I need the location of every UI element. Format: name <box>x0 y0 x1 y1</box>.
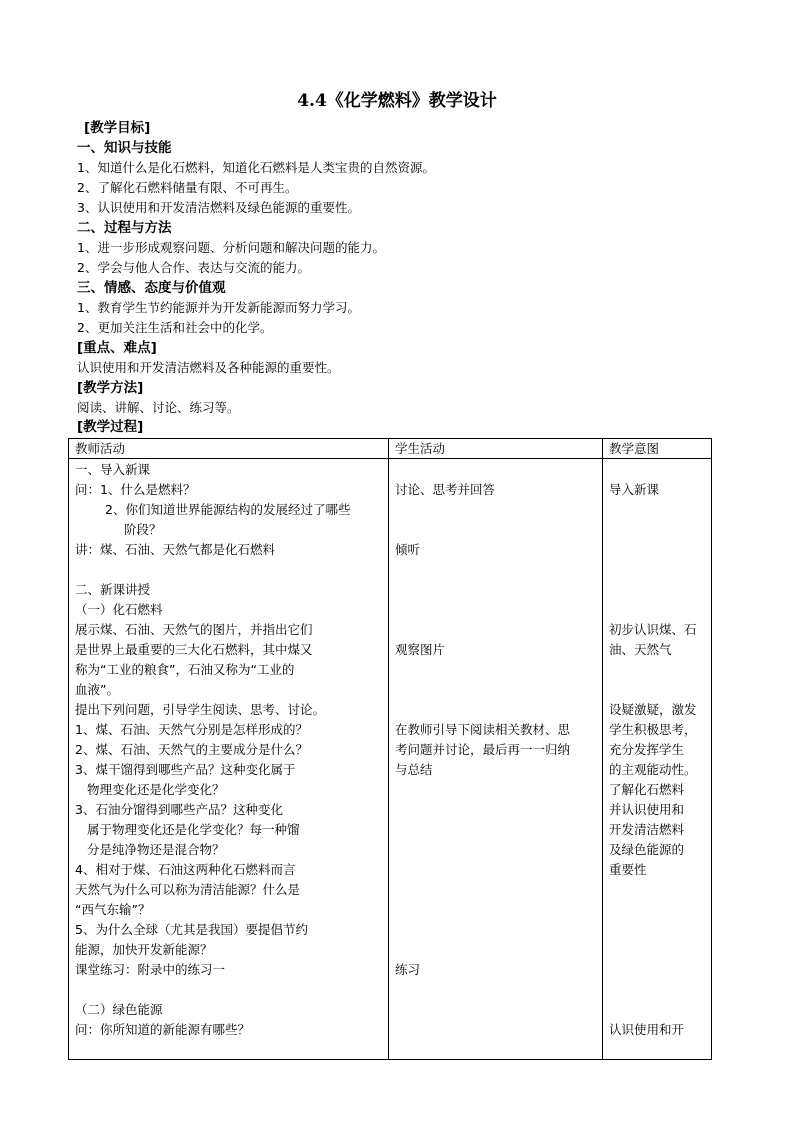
student-line: 考问题并讨论，最后再一一归纳 <box>395 742 571 757</box>
process-item: 1、进一步形成观察问题、分析问题和解决问题的能力。 <box>77 240 385 255</box>
student-line: 倾听 <box>395 542 421 557</box>
method-heading: [教学方法] <box>77 380 144 396</box>
intent-line: 重要性 <box>609 862 647 877</box>
process-item: 2、学会与他人合作、表达与交流的能力。 <box>77 260 310 275</box>
teacher-line: 天然气为什么可以称为清洁能源？什么是 <box>75 882 301 897</box>
knowledge-item: 2、了解化石燃料储量有限、不可再生。 <box>77 180 298 195</box>
teacher-line: 问：你所知道的新能源有哪些？ <box>75 1022 251 1037</box>
intent-line: 及绿色能源的 <box>609 842 685 857</box>
teacher-line: 是世界上最重要的三大化石燃料，其中煤又 <box>75 642 313 657</box>
student-line: 练习 <box>395 962 421 977</box>
teacher-line: 分是纯净物还是混合物？ <box>87 842 225 857</box>
teacher-line: 阶段？ <box>124 522 162 537</box>
teacher-line: “西气东输”？ <box>75 902 151 917</box>
teacher-line: 5、为什么全球（尤其是我国）要提倡节约 <box>75 922 308 937</box>
teacher-line: 4、相对于煤、石油这两种化石燃料而言 <box>75 862 296 877</box>
teacher-line: 2、煤、石油、天然气的主要成分是什么？ <box>75 742 308 757</box>
teacher-line: 称为“工业的粮食”，石油又称为“工业的 <box>75 662 295 677</box>
intent-line: 初步认识煤、石 <box>609 622 697 637</box>
intent-line: 的主观能动性。 <box>609 762 697 777</box>
key-heading: [重点、难点] <box>77 340 157 356</box>
teacher-line: 血液”。 <box>75 682 119 697</box>
table-header-row <box>69 439 712 459</box>
intent-line: 开发清洁燃料 <box>609 822 685 837</box>
intent-line: 认识使用和开 <box>609 1022 685 1037</box>
header-student: 学生活动 <box>389 439 603 459</box>
header-teacher: 教师活动 <box>69 439 389 459</box>
student-line: 与总结 <box>395 762 433 777</box>
teacher-line: 讲：煤、石油、天然气都是化石燃料 <box>75 542 276 557</box>
attitude-heading: 三、情感、态度与价值观 <box>77 280 226 296</box>
student-line: 在教师引导下阅读相关教材、思 <box>395 722 571 737</box>
intent-line: 油、天然气 <box>609 642 672 657</box>
teacher-line: 属于物理变化还是化学变化？每一种馏 <box>87 822 300 837</box>
procedure-heading: [教学过程] <box>77 419 144 435</box>
page-title: 4.4《化学燃料》教学设计 <box>297 91 497 111</box>
process-heading: 二、过程与方法 <box>77 220 172 236</box>
header-intent: 教学意图 <box>603 439 712 459</box>
procedure-table <box>68 438 712 1060</box>
intent-line: 导入新课 <box>609 482 660 497</box>
intent-line: 充分发挥学生 <box>609 742 685 757</box>
table-row <box>69 459 712 1060</box>
teacher-line: 展示煤、石油、天然气的图片，并指出它们 <box>75 622 313 637</box>
teacher-activity-cell <box>75 459 382 1059</box>
student-line: 讨论、思考并回答 <box>395 482 496 497</box>
teacher-line: 3、石油分馏得到哪些产品？这种变化 <box>75 802 283 817</box>
attitude-item: 2、更加关注生活和社会中的化学。 <box>77 320 273 335</box>
teacher-line: 能源，加快开发新能源？ <box>75 942 213 957</box>
teacher-line: （二）绿色能源 <box>75 1002 163 1017</box>
teacher-line: 问：1、什么是燃料？ <box>75 482 196 497</box>
teacher-line: （一）化石燃料 <box>75 602 163 617</box>
method-text: 阅读、讲解、讨论、练习等。 <box>77 400 240 415</box>
teacher-line: 物理变化还是化学变化？ <box>87 782 225 797</box>
key-text: 认识使用和开发清洁燃料及各种能源的重要性。 <box>77 360 340 375</box>
intent-line: 设疑激疑，激发 <box>609 702 697 717</box>
knowledge-heading: 一、知识与技能 <box>77 140 172 156</box>
intent-cell <box>609 459 705 1059</box>
teacher-line: 提出下列问题，引导学生阅读、思考、讨论。 <box>75 702 326 717</box>
student-line: 观察图片 <box>395 642 446 657</box>
goals-heading: [教学目标] <box>84 120 151 136</box>
intent-line: 学生积极思考， <box>609 722 697 737</box>
intent-line: 了解化石燃料 <box>609 782 685 797</box>
student-activity-cell <box>395 459 596 1059</box>
teacher-line: 课堂练习：附录中的练习一 <box>75 962 226 977</box>
knowledge-item: 3、认识使用和开发清洁燃料及绿色能源的重要性。 <box>77 200 360 215</box>
teacher-line: 3、煤干馏得到哪些产品？这种变化属于 <box>75 762 296 777</box>
teacher-line: 2、你们知道世界能源结构的发展经过了哪些 <box>105 502 351 517</box>
teacher-line: 一、导入新课 <box>75 462 151 477</box>
teacher-line: 1、煤、石油、天然气分别是怎样形成的？ <box>75 722 308 737</box>
knowledge-item: 1、知道什么是化石燃料，知道化石燃料是人类宝贵的自然资源。 <box>77 160 435 175</box>
attitude-item: 1、教育学生节约能源并为开发新能源而努力学习。 <box>77 300 360 315</box>
teacher-line: 二、新课讲授 <box>75 582 151 597</box>
intent-line: 并认识使用和 <box>609 802 685 817</box>
